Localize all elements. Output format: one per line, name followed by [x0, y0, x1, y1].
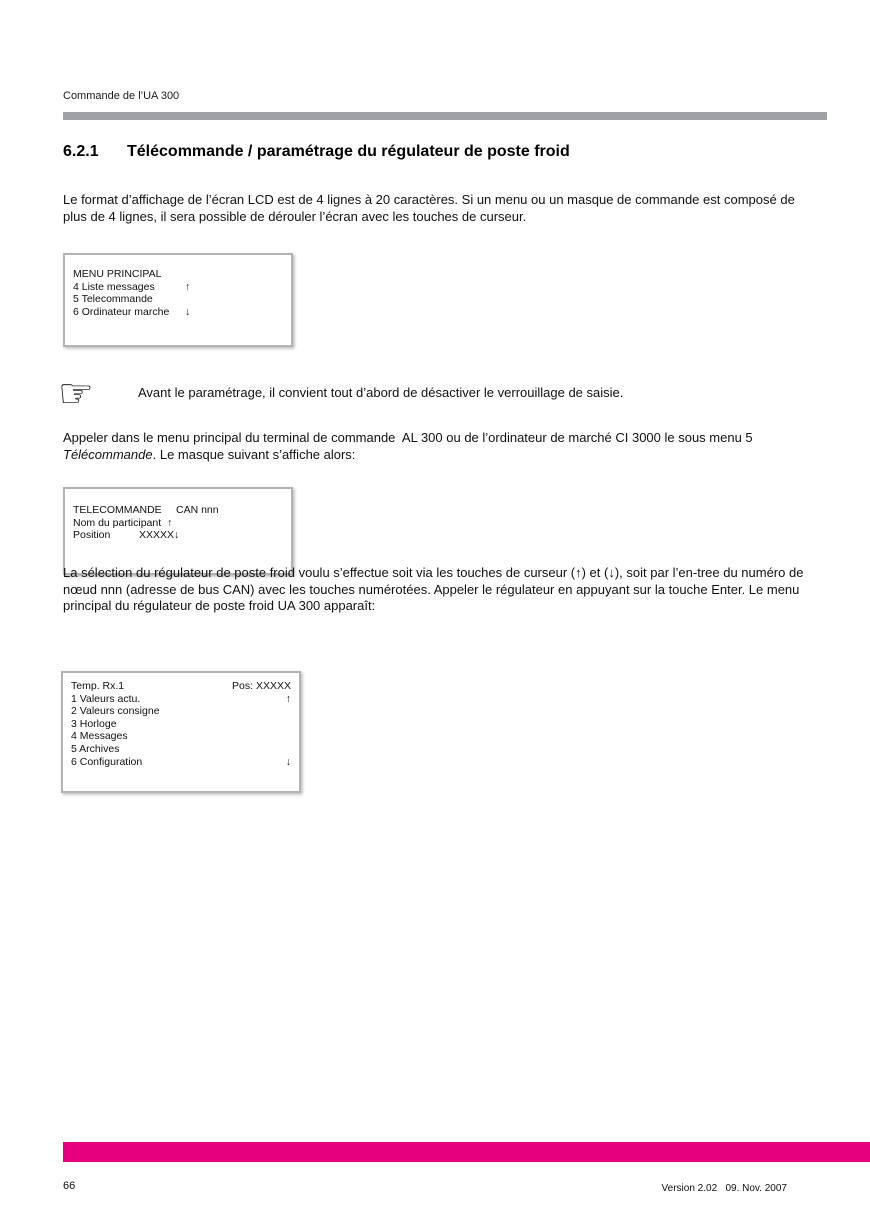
- section-title: Télécommande / paramétrage du régulateur de poste froid: [127, 143, 570, 160]
- lcd-display-main-menu: [63, 253, 293, 347]
- lcd-line: [73, 306, 283, 319]
- lcd-line: [73, 293, 283, 306]
- lcd-text: TELECOMMANDE: [73, 504, 162, 516]
- pointing-hand-icon: ☞: [58, 372, 94, 416]
- paragraph-intro: Le format d’affichage de l’écran LCD est de 4 lignes à 20 caractères. Si un menu ou un masque de commande est composé de plus de 4 lignes, il sera possible de dérouler l’écran avec les touches de curseur.: [63, 192, 799, 224]
- section-heading: [63, 143, 570, 161]
- menu-name-italic: Télécommande: [63, 446, 153, 462]
- section-number: 6.2.1: [63, 143, 99, 160]
- lcd-line: [71, 743, 291, 756]
- lcd-line: [73, 504, 283, 517]
- note-text: Avant le paramétrage, il convient tout d’abord de désactiver le verrouillage de saisie.: [138, 385, 624, 400]
- lcd-text: MENU PRINCIPAL: [73, 268, 162, 280]
- lcd-text: Nom du participant: [73, 516, 162, 529]
- lcd-text: 1 Valeurs actu.: [71, 692, 141, 705]
- lcd-display-ua300-menu: [61, 671, 301, 793]
- lcd-line: [71, 756, 291, 769]
- arrow-down-icon: ↓: [185, 305, 191, 318]
- arrow-up-icon: ↑: [167, 516, 173, 529]
- arrow-down-icon: ↓: [285, 755, 291, 768]
- header-divider-bar: [63, 112, 827, 120]
- paragraph-text: . Le masque suivant s’affiche alors:: [152, 446, 356, 462]
- lcd-line: [71, 730, 291, 743]
- running-header: Commande de l’UA 300: [63, 90, 180, 102]
- lcd-display-telecommande: [63, 487, 293, 575]
- lcd-text: 6 Configuration: [71, 755, 143, 768]
- lcd-text: Temp. Rx.1: [71, 680, 125, 692]
- arrow-up-icon: ↑: [185, 280, 191, 293]
- lcd-text: 4 Liste messages: [73, 280, 155, 293]
- arrow-up-icon: ↑: [285, 692, 291, 705]
- version-text: Version 2.02 09. Nov. 2007: [661, 1183, 787, 1194]
- paragraph-text: Appeler dans le menu principal du terminal de commande AL 300 ou de l’ordinateur de marché CI 3000 le sous menu 5: [63, 430, 757, 445]
- page-number: 66: [63, 1180, 76, 1192]
- paragraph-selection: La sélection du régulateur de poste froid voulu s’effectue soit via les touches de curseur (↑) et (↓), soit par l’en-tree du numéro de nœud nnn (adresse de bus CAN) avec les touches numérotées. Appeler le régulateur en appuyant sur la touche Enter. Le menu principal du régulateur de poste froid UA 300 apparaît:: [63, 565, 808, 613]
- paragraph-call-menu: [63, 430, 811, 463]
- lcd-text: Position: [73, 529, 111, 542]
- lcd-text: Pos: XXXXX: [232, 680, 291, 692]
- lcd-text: 6 Ordinateur marche: [73, 305, 170, 318]
- lcd-text: 3 Horloge: [71, 717, 117, 730]
- lcd-text: 5 Archives: [71, 742, 120, 755]
- lcd-text: 2 Valeurs consigne: [71, 705, 160, 718]
- lcd-line: [71, 705, 291, 718]
- lcd-line: [71, 693, 291, 706]
- lcd-line: [73, 268, 283, 281]
- lcd-line: [73, 517, 283, 530]
- lcd-text: 5 Telecommande: [73, 293, 153, 306]
- lcd-line: [73, 529, 283, 542]
- lcd-line: [71, 718, 291, 731]
- lcd-line: [71, 680, 291, 693]
- footer-accent-bar: [63, 1142, 870, 1162]
- lcd-text: CAN nnn: [176, 504, 219, 516]
- lcd-text: XXXXX↓: [139, 529, 180, 542]
- lcd-text: 4 Messages: [71, 730, 128, 743]
- lcd-line: [73, 281, 283, 294]
